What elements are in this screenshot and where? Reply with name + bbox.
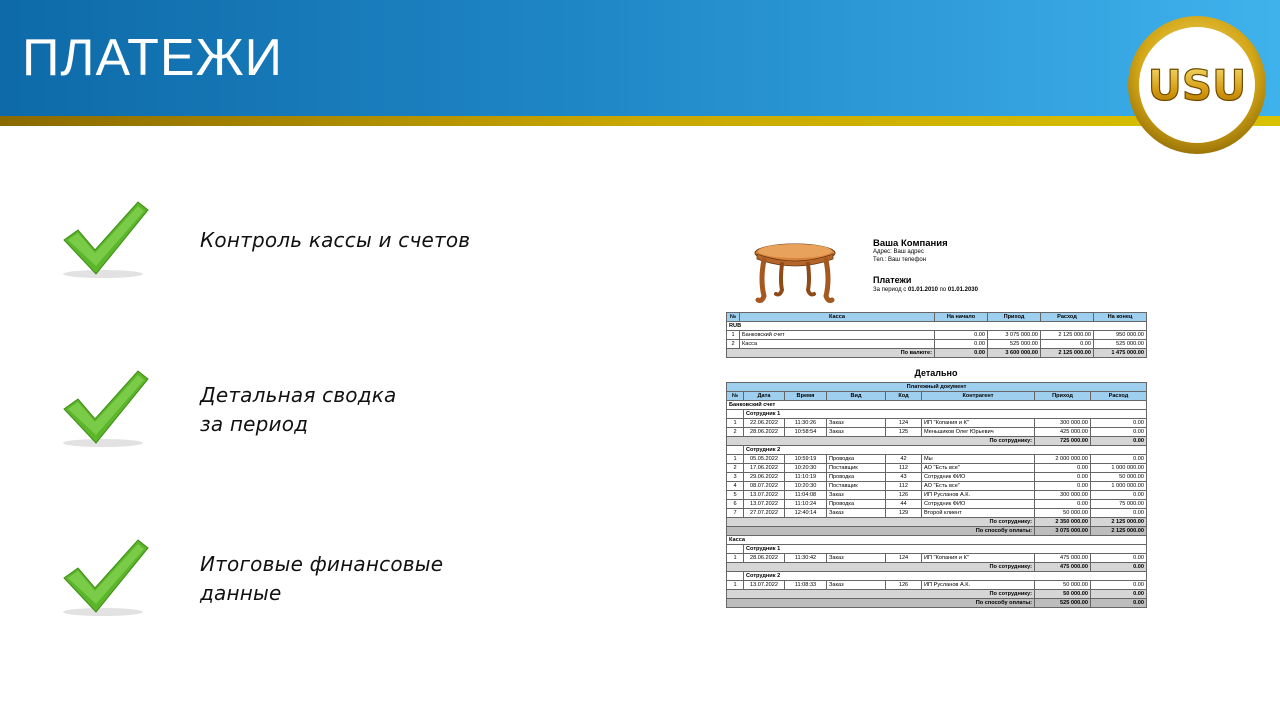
payment-cell: Заказ bbox=[827, 509, 886, 518]
payment-row bbox=[727, 509, 1147, 518]
section-row bbox=[727, 536, 1147, 545]
payment-cell: ИП Русланов А.К. bbox=[922, 581, 1035, 590]
payment-cell: 124 bbox=[886, 419, 922, 428]
payment-cell: 124 bbox=[886, 554, 922, 563]
payment-cell: 2 bbox=[727, 428, 744, 437]
summary-cell: 1 bbox=[727, 331, 740, 340]
payment-cell: 4 bbox=[727, 482, 744, 491]
payment-cell: 44 bbox=[886, 500, 922, 509]
employee-total-row bbox=[727, 590, 1147, 599]
payment-cell: 13.07.2022 bbox=[744, 581, 785, 590]
payment-cell: Проводка bbox=[827, 500, 886, 509]
payment-row bbox=[727, 500, 1147, 509]
payment-cell: Сотрудник ФИО bbox=[922, 473, 1035, 482]
payment-row bbox=[727, 455, 1147, 464]
section-name: Касса bbox=[727, 536, 1147, 545]
column-header: На начало bbox=[935, 313, 988, 322]
payment-cell: Меньшиков Олег Юрьевич bbox=[922, 428, 1035, 437]
employee-indent bbox=[727, 545, 744, 554]
payment-cell: 43 bbox=[886, 473, 922, 482]
payment-cell: Поставщик bbox=[827, 464, 886, 473]
slide-title: ПЛАТЕЖИ bbox=[22, 29, 283, 87]
payment-cell: 112 bbox=[886, 464, 922, 473]
method-total-cell: 2 125 000.00 bbox=[1091, 527, 1147, 536]
payment-cell: 1 bbox=[727, 581, 744, 590]
payment-cell: Заказ bbox=[827, 419, 886, 428]
payment-cell: 11:30:42 bbox=[785, 554, 827, 563]
summary-cell: 950 000.00 bbox=[1094, 331, 1147, 340]
group-header-row bbox=[727, 383, 1147, 392]
payment-cell: Поставщик bbox=[827, 482, 886, 491]
wooden-table-icon bbox=[752, 240, 838, 306]
employee-indent bbox=[727, 572, 744, 581]
payment-cell: 1 000 000.00 bbox=[1091, 464, 1147, 473]
detail-title: Детально bbox=[914, 368, 958, 378]
payment-cell: Проводка bbox=[827, 455, 886, 464]
summary-cell: 0.00 bbox=[935, 331, 988, 340]
payment-cell: 0.00 bbox=[1035, 500, 1091, 509]
column-header: На конец bbox=[1094, 313, 1147, 322]
payment-cell: 28.06.2022 bbox=[744, 428, 785, 437]
employee-row bbox=[727, 545, 1147, 554]
method-total-cell: 3 075 000.00 bbox=[1035, 527, 1091, 536]
total-cell: 2 125 000.00 bbox=[1041, 349, 1094, 358]
employee-total-cell: 2 350 000.00 bbox=[1035, 518, 1091, 527]
employee-total-cell: 2 125 000.00 bbox=[1091, 518, 1147, 527]
payment-cell: 50 000.00 bbox=[1091, 473, 1147, 482]
payment-cell: 300 000.00 bbox=[1035, 491, 1091, 500]
logo-text: USU bbox=[1147, 61, 1247, 110]
payment-cell: 0.00 bbox=[1035, 464, 1091, 473]
payment-cell: 10:20:30 bbox=[785, 482, 827, 491]
column-header: Контрагент bbox=[922, 392, 1035, 401]
payment-cell: 50 000.00 bbox=[1035, 509, 1091, 518]
payment-cell: 42 bbox=[886, 455, 922, 464]
payment-cell: 1 000 000.00 bbox=[1091, 482, 1147, 491]
payment-row bbox=[727, 428, 1147, 437]
employee-total-cell: 0.00 bbox=[1091, 563, 1147, 572]
employee-total-label: По сотруднику: bbox=[727, 590, 1035, 599]
report-title: Платежи bbox=[873, 275, 912, 285]
payment-row bbox=[727, 464, 1147, 473]
employee-total-row bbox=[727, 518, 1147, 527]
payment-cell: 0.00 bbox=[1091, 419, 1147, 428]
employee-total-cell: 725 000.00 bbox=[1035, 437, 1091, 446]
payment-cell: 0.00 bbox=[1091, 581, 1147, 590]
checkmark-icon bbox=[58, 369, 152, 451]
payment-cell: 27.07.2022 bbox=[744, 509, 785, 518]
payment-row bbox=[727, 419, 1147, 428]
summary-cell: 2 bbox=[727, 340, 740, 349]
checkmark-icon bbox=[58, 538, 152, 620]
column-header: № bbox=[727, 313, 740, 322]
payment-cell: 11:10:19 bbox=[785, 473, 827, 482]
payment-cell: 50 000.00 bbox=[1035, 581, 1091, 590]
summary-cell: 525 000.00 bbox=[1094, 340, 1147, 349]
employee-total-label: По сотруднику: bbox=[727, 518, 1035, 527]
payment-cell: 13.07.2022 bbox=[744, 500, 785, 509]
employee-total-row bbox=[727, 563, 1147, 572]
payment-row bbox=[727, 482, 1147, 491]
summary-row bbox=[727, 340, 1147, 349]
payment-cell: 126 bbox=[886, 491, 922, 500]
payment-row bbox=[727, 473, 1147, 482]
column-header: Приход bbox=[988, 313, 1041, 322]
payment-cell: 129 bbox=[886, 509, 922, 518]
payment-cell: Заказ bbox=[827, 554, 886, 563]
payment-cell: 125 bbox=[886, 428, 922, 437]
payment-cell: ИП "Копания и К" bbox=[922, 554, 1035, 563]
usu-logo bbox=[1126, 14, 1268, 156]
payment-cell: 75 000.00 bbox=[1091, 500, 1147, 509]
payment-cell: 10:58:54 bbox=[785, 428, 827, 437]
summary-header-row bbox=[727, 313, 1147, 322]
payment-row bbox=[727, 554, 1147, 563]
payment-cell: 11:10:24 bbox=[785, 500, 827, 509]
payment-cell: 08.07.2022 bbox=[744, 482, 785, 491]
employee-row bbox=[727, 410, 1147, 419]
payment-cell: 0.00 bbox=[1091, 428, 1147, 437]
bullet-financial-totals: Итоговые финансовые данные bbox=[200, 552, 444, 605]
detail-header-row bbox=[727, 392, 1147, 401]
payment-cell: АО "Есть все" bbox=[922, 482, 1035, 491]
employee-name: Сотрудник 2 bbox=[744, 572, 1147, 581]
payment-row bbox=[727, 581, 1147, 590]
payment-cell: 11:30:26 bbox=[785, 419, 827, 428]
payment-cell: ИП Русланов А.К. bbox=[922, 491, 1035, 500]
payment-cell: 22.06.2022 bbox=[744, 419, 785, 428]
payment-cell: 2 bbox=[727, 464, 744, 473]
payment-cell: 5 bbox=[727, 491, 744, 500]
currency-row bbox=[727, 322, 1147, 331]
column-header: № bbox=[727, 392, 744, 401]
payment-cell: 05.05.2022 bbox=[744, 455, 785, 464]
total-cell: 3 600 000.00 bbox=[988, 349, 1041, 358]
column-header: Касса bbox=[740, 313, 935, 322]
payment-cell: 6 bbox=[727, 500, 744, 509]
column-header: Вид bbox=[827, 392, 886, 401]
payment-cell: Заказ bbox=[827, 581, 886, 590]
summary-table bbox=[726, 312, 1147, 358]
total-cell: 1 475 000.00 bbox=[1094, 349, 1147, 358]
payment-cell: 11:04:08 bbox=[785, 491, 827, 500]
group-header: Платежный документ bbox=[727, 383, 1147, 392]
employee-total-label: По сотруднику: bbox=[727, 437, 1035, 446]
employee-name: Сотрудник 2 bbox=[744, 446, 1147, 455]
section-row bbox=[727, 401, 1147, 410]
payment-cell: 0.00 bbox=[1035, 473, 1091, 482]
employee-total-cell: 50 000.00 bbox=[1035, 590, 1091, 599]
payment-cell: 0.00 bbox=[1091, 554, 1147, 563]
employee-name: Сотрудник 1 bbox=[744, 545, 1147, 554]
payment-cell: 29.06.2022 bbox=[744, 473, 785, 482]
payment-cell: 3 bbox=[727, 473, 744, 482]
employee-name: Сотрудник 1 bbox=[744, 410, 1147, 419]
payment-cell: 28.06.2022 bbox=[744, 554, 785, 563]
payment-cell: Второй клиент bbox=[922, 509, 1035, 518]
summary-cell: 0.00 bbox=[935, 340, 988, 349]
payment-cell: 12:40:14 bbox=[785, 509, 827, 518]
summary-cell: 3 075 000.00 bbox=[988, 331, 1041, 340]
payment-cell: 7 bbox=[727, 509, 744, 518]
total-label: По валюте: bbox=[727, 349, 935, 358]
bullet-period-summary: Детальная сводка за период bbox=[200, 383, 397, 436]
payments-report bbox=[726, 236, 1146, 616]
employee-total-label: По сотруднику: bbox=[727, 563, 1035, 572]
method-total-row bbox=[727, 599, 1147, 608]
employee-total-row bbox=[727, 437, 1147, 446]
payment-cell: 2 000 000.00 bbox=[1035, 455, 1091, 464]
column-header: Код bbox=[886, 392, 922, 401]
payment-cell: ИП "Копания и К" bbox=[922, 419, 1035, 428]
payment-row bbox=[727, 491, 1147, 500]
employee-total-cell: 0.00 bbox=[1091, 437, 1147, 446]
payment-cell: 1 bbox=[727, 554, 744, 563]
summary-cell: 0.00 bbox=[1041, 340, 1094, 349]
payment-cell: 300 000.00 bbox=[1035, 419, 1091, 428]
summary-cell: Банковский счет bbox=[740, 331, 935, 340]
payment-cell: 13.07.2022 bbox=[744, 491, 785, 500]
payment-cell: 0.00 bbox=[1035, 482, 1091, 491]
method-total-cell: 0.00 bbox=[1091, 599, 1147, 608]
employee-total-cell: 475 000.00 bbox=[1035, 563, 1091, 572]
summary-cell: 525 000.00 bbox=[988, 340, 1041, 349]
method-total-cell: 525 000.00 bbox=[1035, 599, 1091, 608]
payment-cell: 0.00 bbox=[1091, 509, 1147, 518]
payment-cell: 126 bbox=[886, 581, 922, 590]
summary-cell: Касса bbox=[740, 340, 935, 349]
payment-cell: 10:59:19 bbox=[785, 455, 827, 464]
employee-indent bbox=[727, 410, 744, 419]
company-name: Ваша Компания bbox=[873, 238, 948, 249]
detail-table bbox=[726, 382, 1147, 608]
employee-row bbox=[727, 572, 1147, 581]
column-header: Дата bbox=[744, 392, 785, 401]
method-total-label: По способу оплаты: bbox=[727, 527, 1035, 536]
summary-total-row bbox=[727, 349, 1147, 358]
payment-cell: 11:08:33 bbox=[785, 581, 827, 590]
payment-cell: Проводка bbox=[827, 473, 886, 482]
payment-cell: 112 bbox=[886, 482, 922, 491]
column-header: Время bbox=[785, 392, 827, 401]
payment-cell: 1 bbox=[727, 455, 744, 464]
payment-cell: 425 000.00 bbox=[1035, 428, 1091, 437]
total-cell: 0.00 bbox=[935, 349, 988, 358]
payment-cell: 475 000.00 bbox=[1035, 554, 1091, 563]
checkmark-icon bbox=[58, 200, 152, 282]
payment-cell: 10:20:30 bbox=[785, 464, 827, 473]
gold-stripe bbox=[0, 116, 1280, 126]
report-period: За период с 01.01.2010 по 01.01.2030 bbox=[873, 287, 978, 293]
column-header: Расход bbox=[1041, 313, 1094, 322]
payment-cell: АО "Есть все" bbox=[922, 464, 1035, 473]
method-total-row bbox=[727, 527, 1147, 536]
column-header: Расход bbox=[1091, 392, 1147, 401]
payment-cell: 1 bbox=[727, 419, 744, 428]
method-total-label: По способу оплаты: bbox=[727, 599, 1035, 608]
payment-cell: Заказ bbox=[827, 491, 886, 500]
payment-cell: 17.06.2022 bbox=[744, 464, 785, 473]
employee-total-cell: 0.00 bbox=[1091, 590, 1147, 599]
payment-cell: Заказ bbox=[827, 428, 886, 437]
payment-cell: Сотрудник ФИО bbox=[922, 500, 1035, 509]
column-header: Приход bbox=[1035, 392, 1091, 401]
employee-row bbox=[727, 446, 1147, 455]
section-name: Банковский счет bbox=[727, 401, 1147, 410]
company-contacts: Адрес: Ваш адрес Тел.: Ваш телефон bbox=[873, 249, 927, 263]
payment-cell: Мы bbox=[922, 455, 1035, 464]
payment-cell: 0.00 bbox=[1091, 455, 1147, 464]
summary-row bbox=[727, 331, 1147, 340]
bullet-cash-control: Контроль кассы и счетов bbox=[200, 228, 471, 252]
payment-cell: 0.00 bbox=[1091, 491, 1147, 500]
employee-indent bbox=[727, 446, 744, 455]
summary-cell: 2 125 000.00 bbox=[1041, 331, 1094, 340]
currency-label: RUB bbox=[727, 322, 1147, 331]
